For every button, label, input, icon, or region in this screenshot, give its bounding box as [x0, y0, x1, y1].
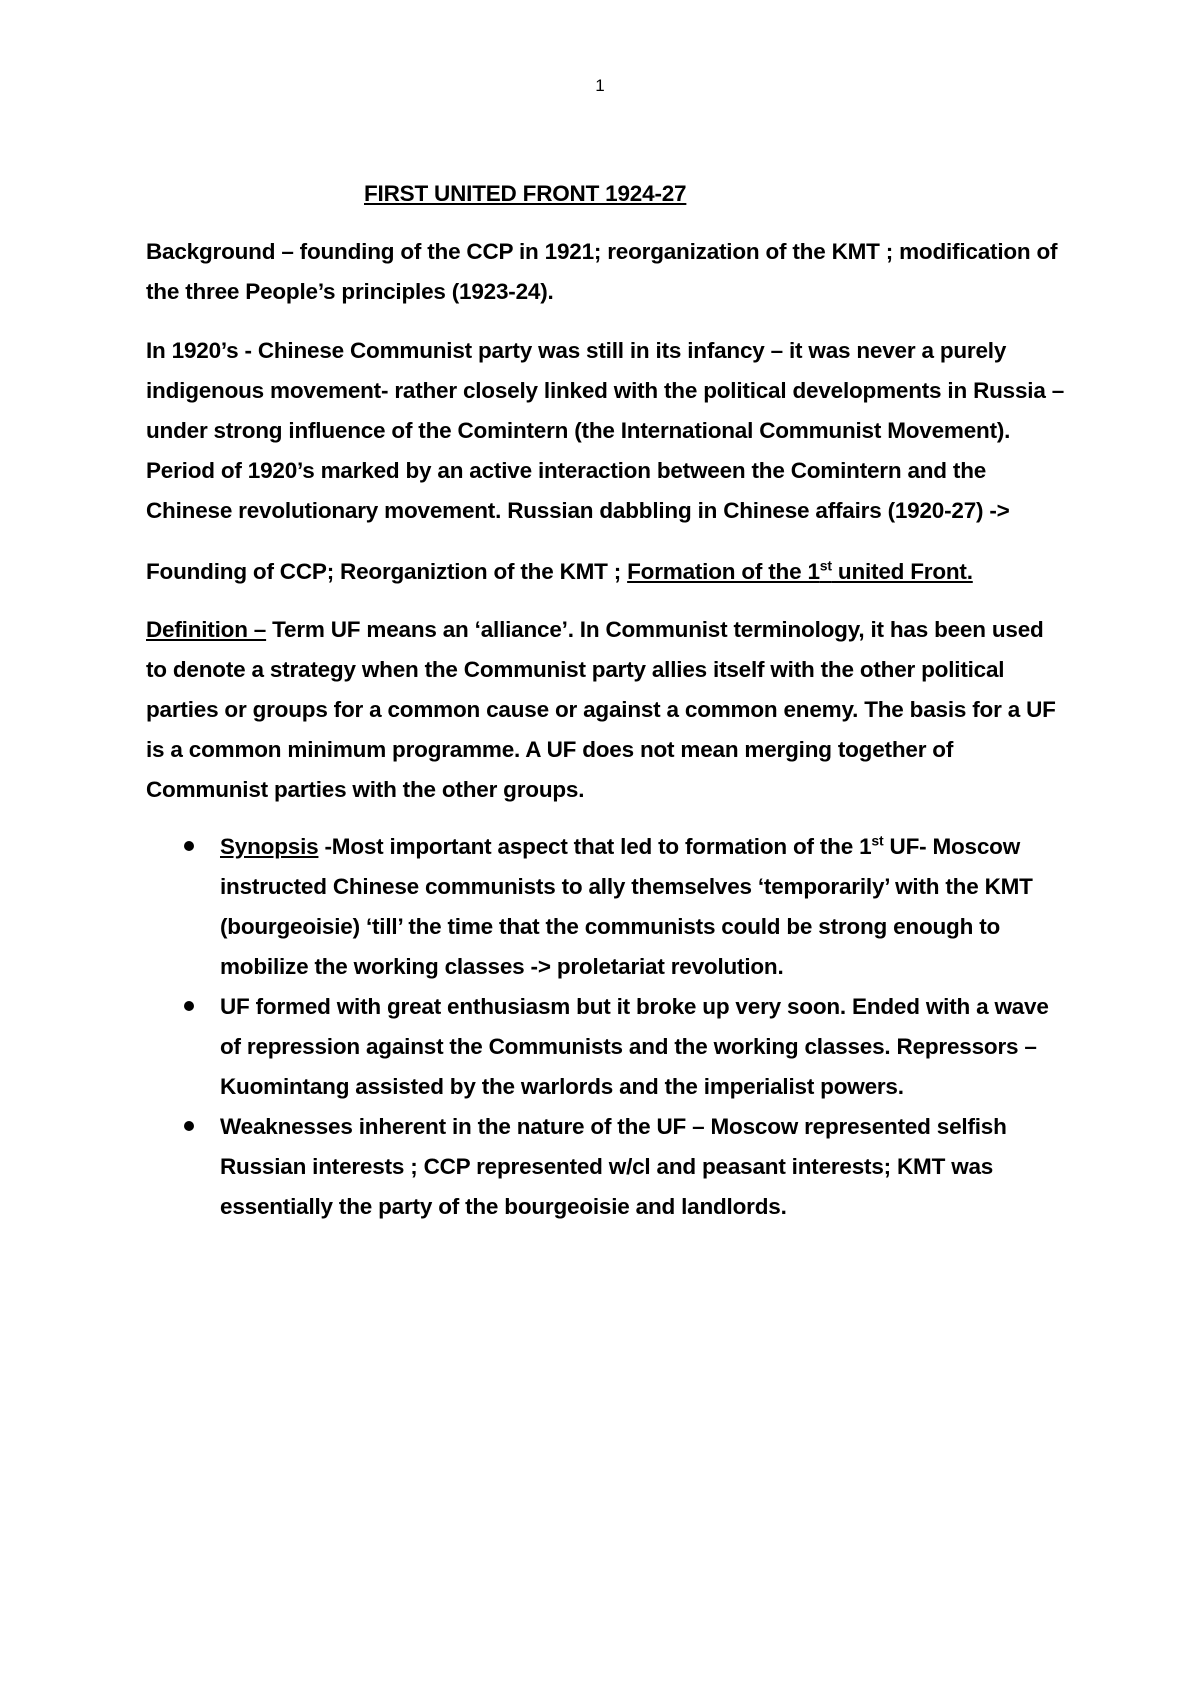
background-paragraph: Background – founding of the CCP in 1921; reorganization of the KMT ; modification of the three People’s principles (1923-24).: [146, 239, 1058, 304]
formation-text-pre: Formation of the 1: [627, 559, 820, 584]
founding-paragraph: [146, 552, 1066, 592]
bullet-icon: [184, 1001, 194, 1011]
definition-paragraph: [146, 610, 1066, 810]
bullet-item-breakup: [146, 987, 1066, 1107]
definition-text: Term UF means an ‘alliance’. In Communist terminology, it has been used to denote a strategy when the Communist party allies itself with the other political parties or groups for a common cause or against a common enemy. The basis for a UF is a common minimum programme. A UF does not mean merging together of Communist parties with the other groups.: [146, 617, 1056, 802]
founding-lead: Founding of CCP; Reorganiztion of the KMT ;: [146, 559, 628, 584]
definition-label: Definition –: [146, 617, 267, 642]
ordinal-suffix: st: [871, 832, 884, 849]
page-number: 1: [595, 76, 605, 95]
synopsis-text-pre: -Most important aspect that led to formation of the 1: [318, 834, 872, 859]
synopsis-label: Synopsis: [220, 834, 319, 859]
ordinal-suffix: st: [819, 557, 832, 574]
bullet-text: UF formed with great enthusiasm but it broke up very soon. Ended with a wave of repression against the Communists and the working classes. Repressors – Kuomintang assisted by the warlords and the imperialist powers.: [220, 994, 1049, 1099]
document-body: [146, 174, 1066, 1227]
document-title: FIRST UNITED FRONT 1924-27: [364, 181, 687, 206]
bullet-item-weaknesses: [146, 1107, 1066, 1227]
bullet-icon: [184, 1121, 194, 1131]
bullet-text: Weaknesses inherent in the nature of the UF – Moscow represented selfish Russian interests ; CCP represented w/cl and peasant interests; KMT was essentially the party of the bourgeoisie and landlords.: [220, 1114, 1007, 1219]
bullet-list: [146, 827, 1066, 1227]
bullet-icon: [184, 841, 194, 851]
bullet-item-synopsis: [146, 827, 1066, 987]
synopsis-text-post: UF- Moscow instructed Chinese communists to ally themselves ‘temporarily’ with the KMT (bourgeoisie) ‘till’ the time that the communists could be strong enough to mobilize the working classes -> proletariat revolution.: [220, 834, 1033, 979]
context-1920s-paragraph: In 1920’s - Chinese Communist party was still in its infancy – it was never a purely indigenous movement- rather closely linked with the political developments in Russia – under strong influence of the Comintern (the International Communist Movement). Period of 1920’s marked by an active interaction between the Comintern and the Chinese revolutionary movement. Russian dabbling in Chinese affairs (1920-27) ->: [146, 338, 1065, 523]
formation-underlined: [627, 559, 973, 584]
formation-text-post: united Front.: [831, 559, 973, 584]
